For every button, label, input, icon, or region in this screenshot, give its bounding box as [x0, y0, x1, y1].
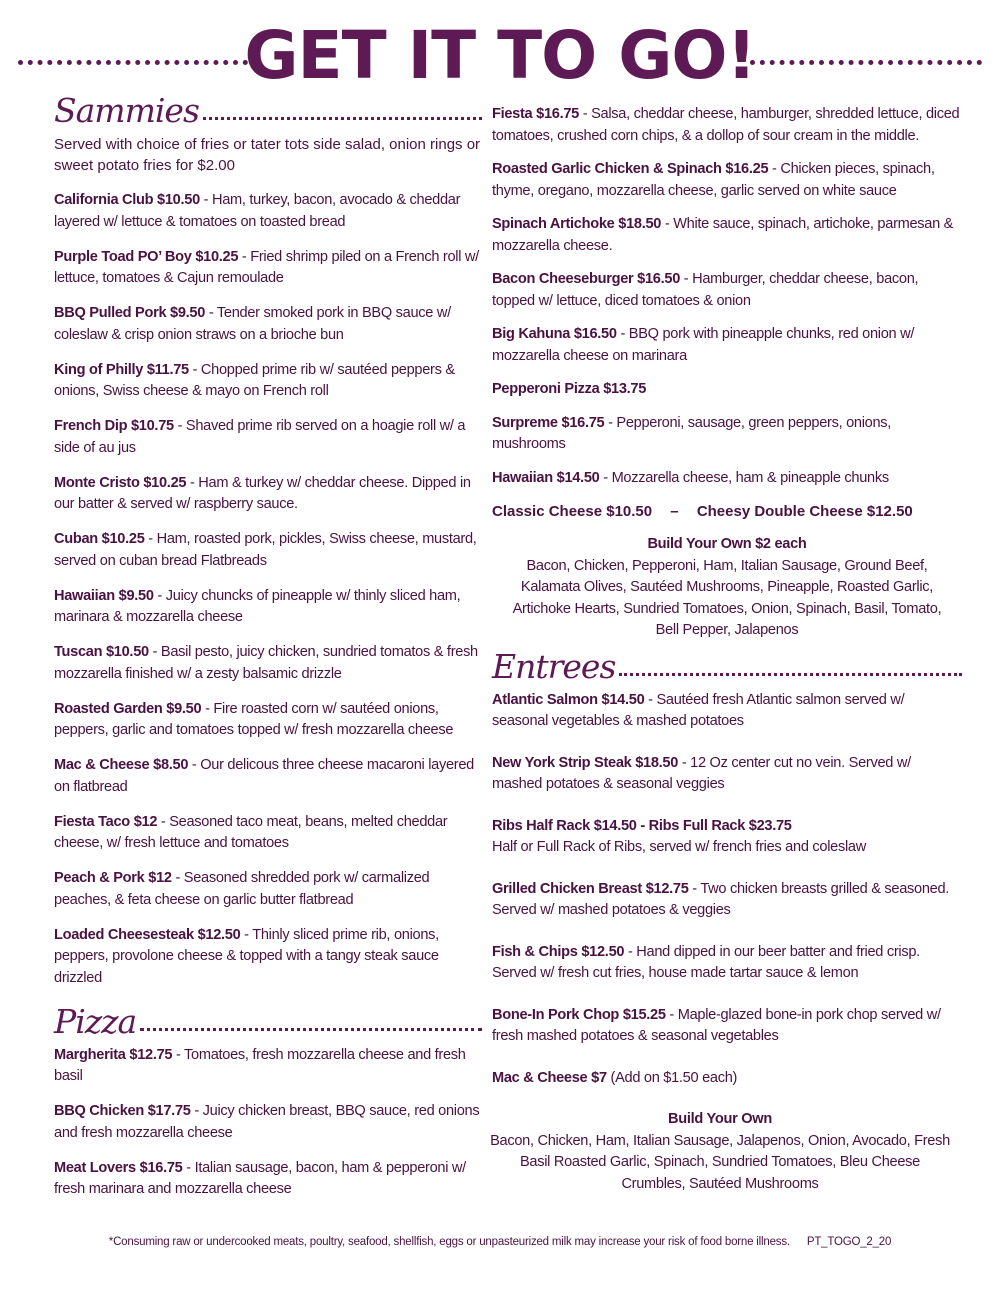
right-column [492, 104, 962, 1195]
entrees-byo-list: Bacon, Chicken, Ham, Italian Sausage, Jalapenos, Onion, Avocado, Fresh Basil Roasted Garlic, Spinach, Sundried Tomatoes, Bleu Cheese Crumbles, Sautéed Mushrooms [490, 1132, 950, 1192]
menu-item-price: $9.50 [170, 305, 206, 321]
entrees-heading-row [492, 648, 962, 686]
pizza-byo-list: Bacon, Chicken, Pepperoni, Ham, Italian Sausage, Ground Beef, Kalamata Olives, Sautéed Mushrooms, Pineapple, Roasted Garlic, Artichoke Hearts, Sundried Tomatoes, Onion, Spinach, Basil, Tomato, Bell Pepper, Jalapenos [512, 557, 942, 638]
menu-item-name: Bacon Cheeseburger [492, 271, 634, 287]
menu-item-name: Roasted Garlic Chicken & Spinach [492, 161, 722, 177]
menu-item-description: Juicy chuncks of pineapple w/ thinly sliced ham, marinara & mozzarella cheese [54, 587, 461, 625]
menu-item-price: $10.25 [101, 531, 145, 547]
menu-item-price: $12.50 [581, 943, 625, 960]
sammies-note: Served with choice of fries or tater tots side salad, onion rings or sweet potato fries for $2.00 [54, 136, 481, 174]
menu-item-description: Our delicous three cheese macaroni layered on flatbread [54, 757, 474, 795]
menu-item: BBQ Pulled Pork $9.50 - Tender smoked pork in BBQ sauce w/ coleslaw & crisp onion straws on a brioche bun [54, 305, 451, 343]
menu-item-name: Loaded Cheesesteak [54, 926, 194, 943]
entrees-heading: Entrees [492, 646, 616, 686]
menu-item: Tuscan $10.50 - Basil pesto, juicy chicken, sundried tomatos & fresh mozzarella finished w/ a zesty balsamic drizzle [54, 644, 478, 682]
menu-item-description: Half or Full Rack of Ribs, served w/ french fries and coleslaw [492, 839, 866, 855]
menu-item-name: Ribs Half Rack $14.50 - Ribs Full Rack [492, 817, 746, 834]
entrees-build-your-own [470, 1109, 970, 1195]
menu-item-name: King of Philly [54, 361, 144, 378]
menu-item-price: $10.50 [157, 192, 200, 208]
menu-item: Purple Toad PO’ Boy $10.25 - Fried shrimp piled on a French roll w/ lettuce, tomatoes & Cajun remoulade [54, 248, 479, 286]
menu-item-price: $17.75 [147, 1103, 191, 1119]
menu-item-description: Thinly sliced prime rib, onions, peppers, provolone cheese & topped with a tangy steak sauce drizzled [54, 926, 439, 986]
footer [0, 1236, 1000, 1248]
menu-item-description: Tender smoked pork in BBQ sauce w/ coleslaw & crisp onion straws on a brioche bun [54, 305, 451, 343]
sammies-heading: Sammies [54, 91, 199, 130]
menu-item-name: Margherita [54, 1046, 126, 1063]
menu-item: Roasted Garden $9.50 - Fire roasted corn w/ sautéed onions, peppers, garlic and tomatoes topped w/ fresh mozzarella cheese [54, 700, 454, 738]
menu-item: Fiesta Taco $12 - Seasoned taco meat, beans, melted cheddar cheese, w/ fresh lettuce and tomatoes [54, 813, 448, 851]
menu-item-name: Fiesta [492, 106, 533, 122]
menu-item-name: Bone-In Pork Chop [492, 1006, 620, 1023]
menu-item-name: BBQ Pulled Pork [54, 305, 167, 321]
sammies-heading-row [54, 92, 482, 130]
menu-item-price: $12 [133, 813, 158, 830]
menu-item-description: Chopped prime rib w/ sautéed peppers & onions, Swiss cheese & mayo on French roll [54, 361, 455, 399]
menu-item-description: Juicy chicken breast, BBQ sauce, red onions and fresh mozzarella cheese [54, 1103, 480, 1141]
menu-item: Peach & Pork $12 - Seasoned shredded pork w/ carmalized peaches, & feta cheese on garlic butter flatbread [54, 870, 430, 908]
menu-item-description: Tomatoes, fresh mozzarella cheese and fresh basil [54, 1046, 466, 1084]
combo-separator: – [670, 503, 679, 520]
menu-item-name: Cuban [54, 531, 98, 547]
menu-item-price: $13.75 [603, 381, 647, 397]
entrees-list [492, 690, 962, 1090]
menu-item-description: White sauce, spinach, artichoke, parmesan & mozzarella cheese. [492, 216, 954, 254]
menu-item-name: Peach & Pork [54, 870, 145, 886]
menu-item-name: Fish & Chips [492, 943, 578, 960]
menu-item-description: Mozzarella cheese, ham & pineapple chunks [611, 469, 889, 486]
menu-item-price: $16.75 [139, 1159, 183, 1176]
menu-item-description: Ham, turkey, bacon, avocado & cheddar layered w/ lettuce & tomatoes on toasted bread [54, 192, 461, 230]
sammies-heading-dots [203, 117, 482, 120]
menu-item-price: $18.50 [618, 216, 662, 232]
menu-item-price: $16.75 [536, 106, 579, 122]
left-column [54, 92, 482, 1214]
pizza-build-your-own [492, 534, 962, 642]
menu-item-name: California Club [54, 192, 154, 208]
menu-item: Hawaiian $9.50 - Juicy chuncks of pineapple w/ thinly sliced ham, marinara & mozzarella cheese [54, 587, 461, 625]
menu-item-price: $10.25 [143, 474, 187, 491]
menu-item: Loaded Cheesesteak $12.50 - Thinly sliced prime rib, onions, peppers, provolone cheese & topped with a tangy steak sauce drizzled [54, 926, 439, 986]
entrees-byo-heading: Build Your Own [668, 1111, 772, 1127]
menu-item-price: $12 [148, 870, 172, 886]
menu-item-price: $10.50 [105, 644, 149, 660]
menu-item-description: 12 Oz center cut no vein. Served w/ mashed potatoes & seasonal veggies [492, 754, 911, 792]
menu-item [492, 816, 962, 859]
menu-item-price: $12.50 [197, 926, 241, 943]
menu-item-price: $11.75 [146, 361, 189, 378]
menu-item-description: Sautéed fresh Atlantic salmon served w/ seasonal vegetables & mashed potatoes [492, 691, 905, 729]
menu-item-price: $14.50 [601, 691, 645, 708]
menu-item: Margherita $12.75 - Tomatoes, fresh mozzarella cheese and fresh basil [54, 1046, 466, 1084]
menu-item: California Club $10.50 - Ham, turkey, bacon, avocado & cheddar layered w/ lettuce & tomatoes on toasted bread [54, 192, 461, 230]
menu-item-description: Hand dipped in our beer batter and fried crisp. Served w/ fresh cut fries, house made tartar sauce & lemon [492, 943, 920, 981]
disclaimer: *Consuming raw or undercooked meats, poultry, seafood, shellfish, eggs or unpasteurized milk may increase your risk of food borne illness. [108, 1236, 790, 1248]
menu-item-price: $14.50 [556, 469, 600, 486]
menu-item-description: BBQ pork with pineapple chunks, red onion w/ mozzarella cheese on marinara [492, 326, 915, 364]
menu-item-description: Salsa, cheddar cheese, hamburger, shredded lettuce, diced tomatoes, crushed corn chips, & a dollop of sour cream in the middle. [492, 106, 960, 144]
pizza-heading-row [54, 1003, 482, 1041]
menu-item-description: Pepperoni, sausage, green peppers, onions, mushrooms [492, 414, 892, 452]
menu-item-description: Fried shrimp piled on a French roll w/ lettuce, tomatoes & Cajun remoulade [54, 248, 479, 286]
menu-item-description: Ham & turkey w/ cheddar cheese. Dipped in our batter & served w/ raspberry sauce. [54, 474, 471, 512]
menu-item-name: Big Kahuna [492, 326, 571, 342]
menu-item-description: Shaved prime rib served on a hoagie roll w/ a side of au jus [54, 418, 466, 456]
menu-item-price: $16.25 [725, 161, 769, 177]
menu-item-description: (Add on $1.50 each) [610, 1069, 738, 1086]
menu-item: Atlantic Salmon $14.50 - Sautéed fresh Atlantic salmon served w/ seasonal vegetables & mashed potatoes [492, 691, 905, 729]
sammies-list [54, 190, 482, 989]
entrees-heading-dots [619, 673, 962, 676]
menu-item: Mac & Cheese $8.50 - Our delicous three cheese macaroni layered on flatbread [54, 757, 474, 795]
menu-item-name: Pepperoni Pizza [492, 381, 600, 397]
menu-item-price: $8.50 [153, 757, 189, 773]
menu-item-name: Mac & Cheese [492, 1069, 588, 1086]
menu-item: Bone-In Pork Chop $15.25 - Maple-glazed bone-in pork chop served w/ fresh mashed potatoes & seasonal vegetables [492, 1006, 941, 1044]
menu-item-description: Ham, roasted pork, pickles, Swiss cheese, mustard, served on cuban bread Flatbreads [54, 531, 477, 569]
menu-item-name: French Dip [54, 418, 128, 434]
menu-item-name: Roasted Garden [54, 700, 163, 717]
pizza-heading-dots [140, 1028, 482, 1031]
menu-item-name: BBQ Chicken [54, 1103, 144, 1119]
menu-item-description: Two chicken breasts grilled & seasoned. Served w/ mashed potatoes & veggies [492, 880, 950, 918]
menu-item-price: $10.75 [130, 418, 174, 434]
menu-item: Big Kahuna $16.50 - BBQ pork with pineapple chunks, red onion w/ mozzarella cheese on marinara [492, 326, 915, 364]
menu-item-description: Fire roasted corn w/ sautéed onions, peppers, garlic and tomatoes topped w/ fresh mozzarella cheese [54, 700, 454, 738]
menu-item-name: Spinach Artichoke [492, 216, 615, 232]
menu-item-name: Hawaiian [54, 587, 115, 604]
classic-cheese: Classic Cheese $10.50 [492, 503, 653, 520]
pizza-heading: Pizza [54, 1001, 137, 1041]
pizza-list-left [54, 1045, 482, 1201]
menu-item-name: Purple Toad PO’ Boy [54, 248, 192, 265]
menu-item [492, 1068, 962, 1090]
menu-item: Surpreme $16.75 - Pepperoni, sausage, green peppers, onions, mushrooms [492, 414, 892, 452]
menu-item: Hawaiian $14.50 - Mozzarella cheese, ham & pineapple chunks [492, 469, 889, 486]
menu-item-price: $12.75 [645, 880, 689, 897]
menu-item: Meat Lovers $16.75 - Italian sausage, bacon, ham & pepperoni w/ fresh marinara and mozzarella cheese [54, 1159, 466, 1197]
menu-item-name: Grilled Chicken Breast [492, 880, 642, 897]
menu-item: Spinach Artichoke $18.50 - White sauce, spinach, artichoke, parmesan & mozzarella cheese. [492, 216, 954, 254]
menu-item: Fiesta $16.75 - Salsa, cheddar cheese, hamburger, shredded lettuce, diced tomatoes, crushed corn chips, & a dollop of sour cream in the middle. [492, 106, 960, 144]
menu-item: French Dip $10.75 - Shaved prime rib served on a hoagie roll w/ a side of au jus [54, 418, 466, 456]
menu-item-price: $12.75 [129, 1046, 173, 1063]
menu-item-price: $23.75 [748, 817, 792, 834]
double-cheese: Cheesy Double Cheese $12.50 [696, 503, 913, 520]
cheese-combo [492, 501, 962, 523]
menu-item: Grilled Chicken Breast $12.75 - Two chicken breasts grilled & seasoned. Served w/ mashed potatoes & veggies [492, 880, 950, 918]
menu-item: King of Philly $11.75 - Chopped prime rib w/ sautéed peppers & onions, Swiss cheese & mayo on French roll [54, 361, 455, 399]
menu-item-name: Atlantic Salmon [492, 691, 598, 708]
menu-item-description: Chicken pieces, spinach, thyme, oregano, mozzarella cheese, garlic served on white sauce [492, 161, 935, 199]
menu-item-price: $16.75 [561, 414, 605, 431]
menu-item: Fish & Chips $12.50 - Hand dipped in our beer batter and fried crisp. Served w/ fresh cut fries, house made tartar sauce & lemon [492, 943, 920, 981]
menu-item-price: $15.25 [622, 1006, 666, 1023]
menu-item: Cuban $10.25 - Ham, roasted pork, pickles, Swiss cheese, mustard, served on cuban bread Flatbreads [54, 531, 477, 569]
header [0, 12, 1000, 92]
menu-item: Bacon Cheeseburger $16.50 - Hamburger, cheddar cheese, bacon, topped w/ lettuce, diced tomatoes & onion [492, 271, 919, 309]
menu-item-price: $9.50 [166, 700, 202, 717]
menu-item-name: Hawaiian [492, 469, 553, 486]
page-title: GET IT TO GO! [244, 17, 756, 94]
menu-item-price: $16.50 [573, 326, 617, 342]
menu-item-name: Tuscan [54, 644, 103, 660]
pizza-list-right [492, 104, 962, 489]
menu-item-name: Meat Lovers [54, 1159, 136, 1176]
menu-item: Roasted Garlic Chicken & Spinach $16.25 - Chicken pieces, spinach, thyme, oregano, mozzarella cheese, garlic served on white sauce [492, 161, 935, 199]
menu-item-price: $18.50 [635, 754, 679, 771]
menu-item-description: Seasoned shredded pork w/ carmalized peaches, & feta cheese on garlic butter flatbread [54, 870, 430, 908]
menu-item: BBQ Chicken $17.75 - Juicy chicken breast, BBQ sauce, red onions and fresh mozzarella cheese [54, 1103, 480, 1141]
menu-item-price: $16.50 [637, 271, 681, 287]
menu-item-name: New York Strip Steak [492, 754, 632, 771]
menu-item-name: Fiesta Taco [54, 813, 130, 830]
pizza-byo-heading: Build Your Own $2 each [647, 536, 807, 552]
header-dots-right [750, 60, 982, 70]
menu-item-description: Italian sausage, bacon, ham & pepperoni w/ fresh marinara and mozzarella cheese [54, 1159, 466, 1197]
menu-item-description: Hamburger, cheddar cheese, bacon, topped w/ lettuce, diced tomatoes & onion [492, 271, 919, 309]
menu-item-name: Surpreme [492, 414, 558, 431]
menu-item: New York Strip Steak $18.50 - 12 Oz center cut no vein. Served w/ mashed potatoes & seasonal veggies [492, 754, 911, 792]
menu-item-description: Basil pesto, juicy chicken, sundried tomatos & fresh mozzarella finished w/ a zesty balsamic drizzle [54, 644, 478, 682]
document-code: PT_TOGO_2_20 [806, 1236, 892, 1248]
menu-item-price: $9.50 [118, 587, 154, 604]
menu-item-price: $7 [591, 1069, 607, 1086]
menu-item: Monte Cristo $10.25 - Ham & turkey w/ cheddar cheese. Dipped in our batter & served w/ raspberry sauce. [54, 474, 471, 512]
menu-item-description: Seasoned taco meat, beans, melted cheddar cheese, w/ fresh lettuce and tomatoes [54, 813, 448, 851]
menu-item-name: Monte Cristo [54, 474, 140, 491]
menu-item-price: $10.25 [195, 248, 239, 265]
menu-item-description: Maple-glazed bone-in pork chop served w/ fresh mashed potatoes & seasonal vegetables [492, 1006, 941, 1044]
menu-item-name: Mac & Cheese [54, 757, 150, 773]
menu-item [492, 379, 962, 401]
